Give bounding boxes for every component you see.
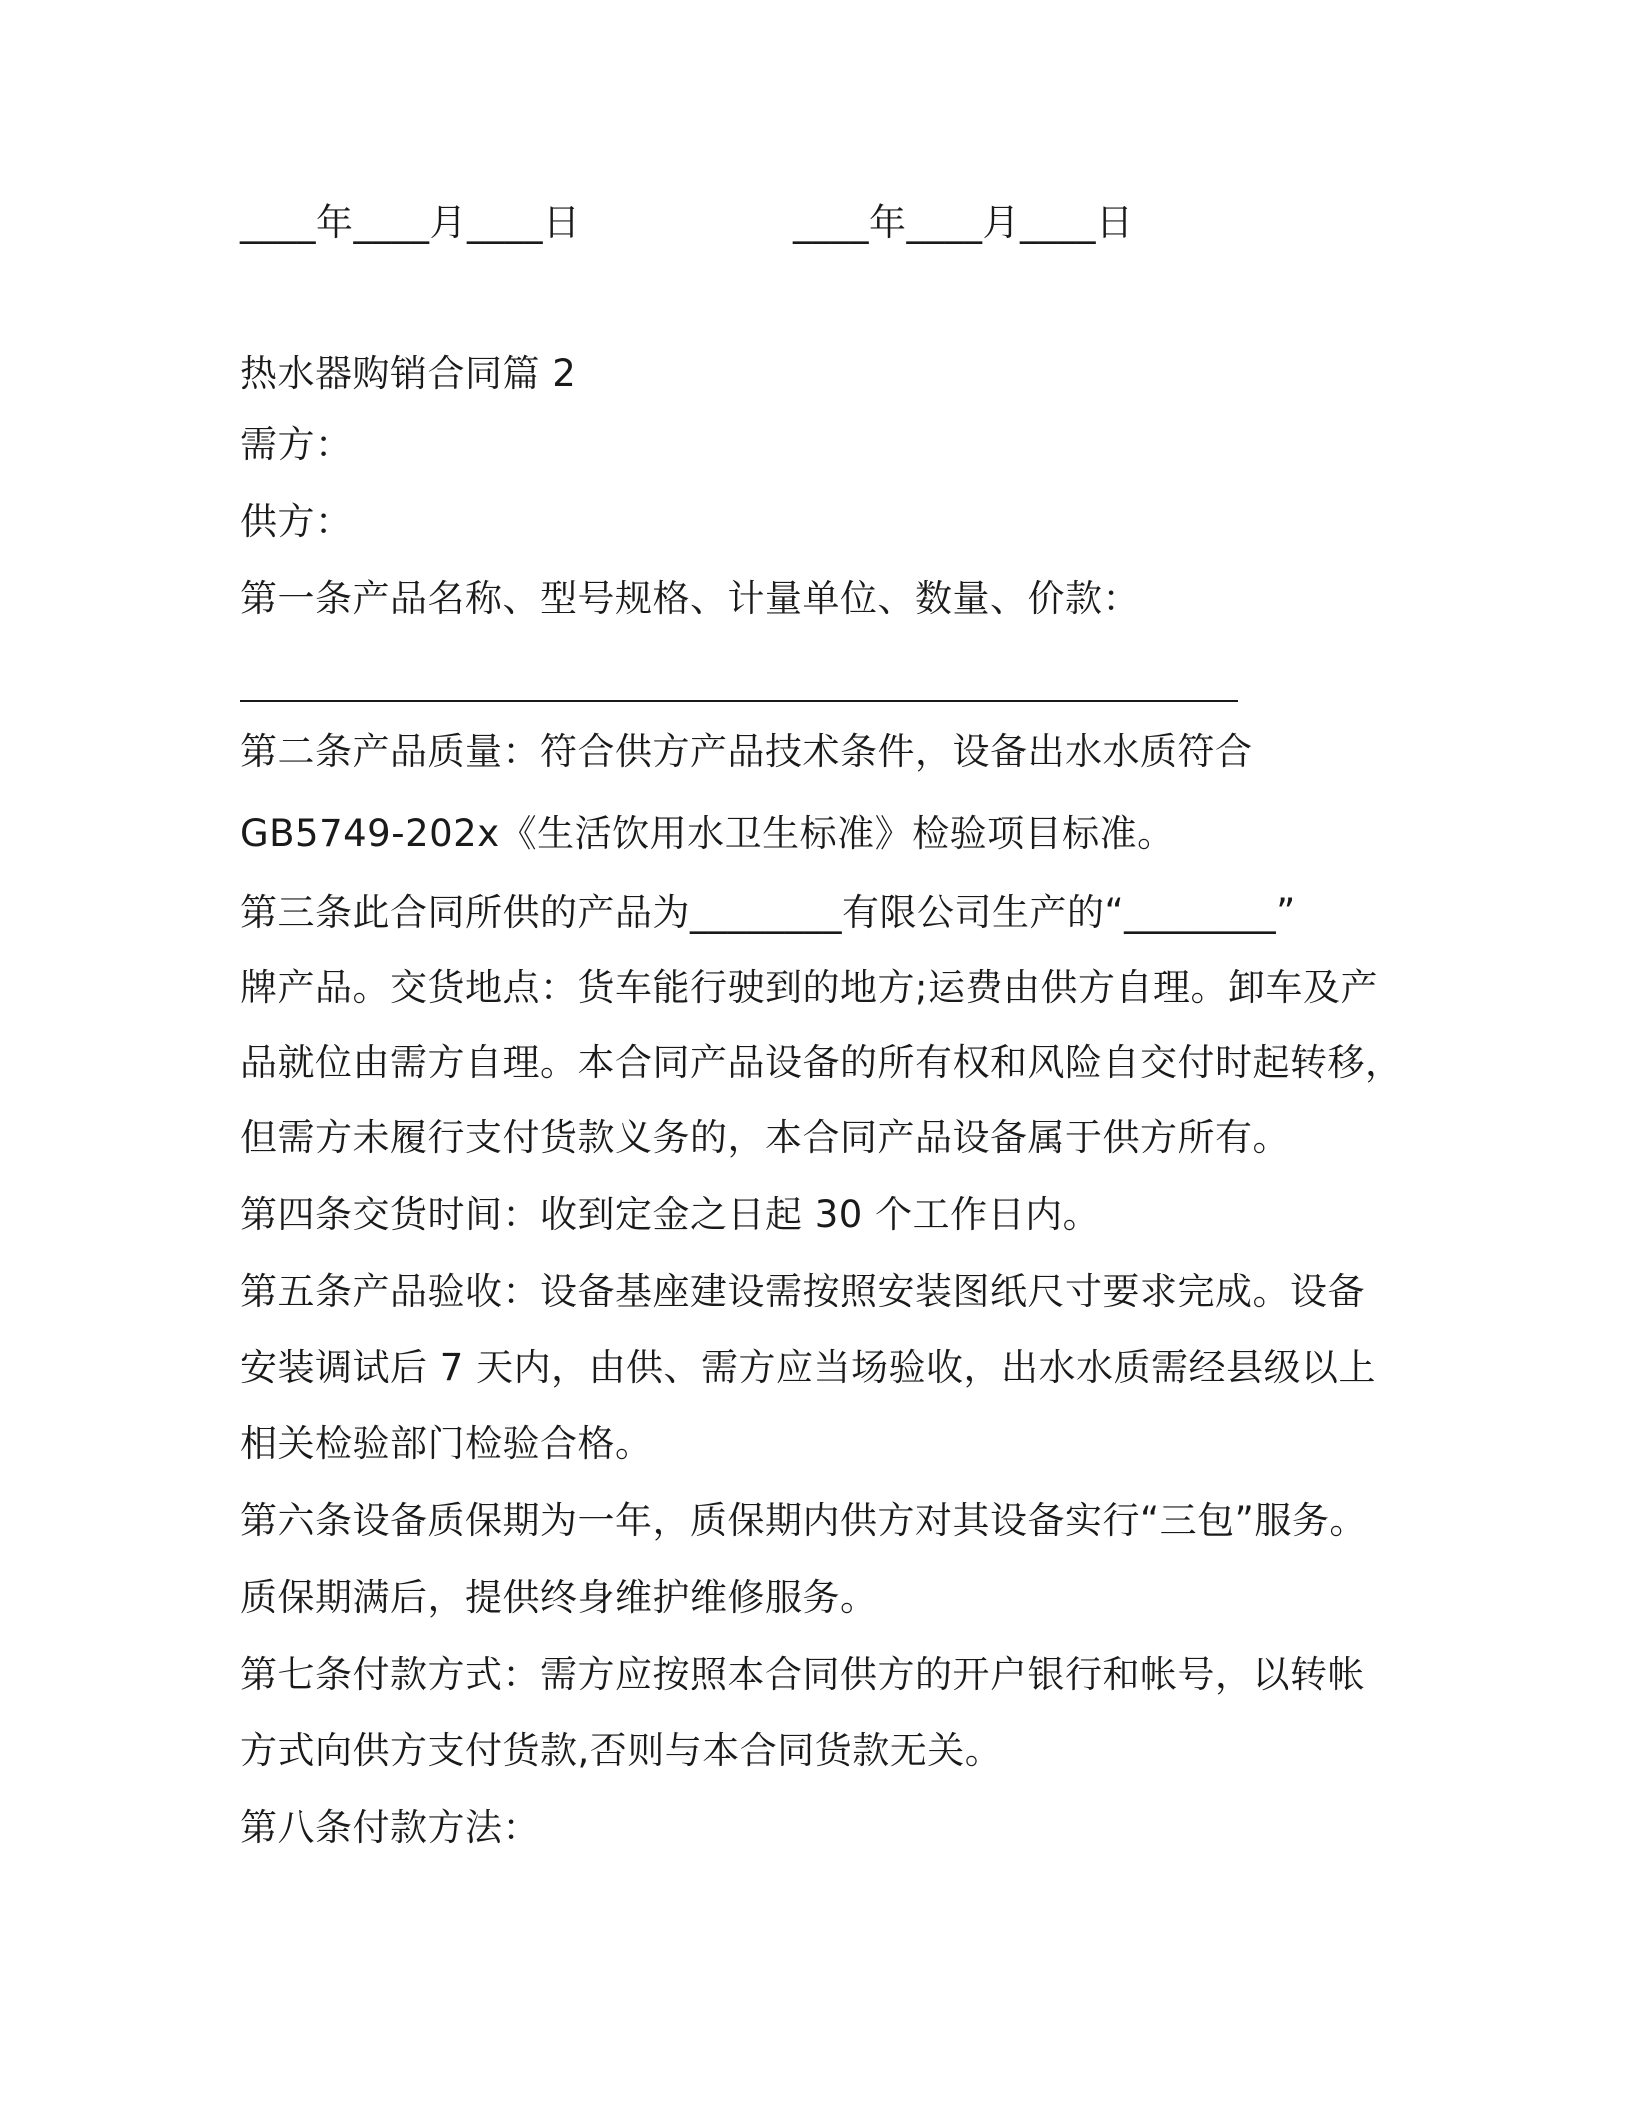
article-3-line-1: 第三条此合同所供的产品为________有限公司生产的“________” [240,891,1296,934]
article-5-line-2: 安装调试后 7 天内，由供、需方应当场验收，出水水质需经县级以上 [240,1346,1377,1389]
article-8: 第八条付款方法： [240,1806,540,1849]
supplier-label: 供方： [240,500,353,543]
article-6-line-1: 第六条设备质保期为一年，质保期内供方对其设备实行“三包”服务。 [240,1499,1367,1542]
article-3-line-3: 品就位由需方自理。本合同产品设备的所有权和风险自交付时起转移， [240,1041,1403,1084]
article-3-line-2: 牌产品。交货地点：货车能行驶到的地方;运费由供方自理。卸车及产 [240,966,1378,1009]
article-7-line-2: 方式向供方支付货款,否则与本合同货款无关。 [240,1729,1003,1772]
contract-heading: 热水器购销合同篇 2 [240,352,577,395]
buyer-label: 需方： [240,423,353,466]
article-3-line-4: 但需方未履行支付货款义务的，本合同产品设备属于供方所有。 [240,1116,1290,1159]
date-left: ____年____月____日 [240,201,581,244]
article-4: 第四条交货时间：收到定金之日起 30 个工作日内。 [240,1193,1101,1236]
article-5-line-1: 第五条产品验收：设备基座建设需按照安装图纸尺寸要求完成。设备 [240,1270,1365,1313]
article-5-line-3: 相关检验部门检验合格。 [240,1422,653,1465]
blank-fill-line [240,700,1238,702]
date-right: ____年____月____日 [793,201,1134,244]
article-2-line-2: GB5749-202x《生活饮用水卫生标准》检验项目标准。 [240,812,1175,855]
article-7-line-1: 第七条付款方式：需方应按照本合同供方的开户银行和帐号，以转帐 [240,1653,1365,1696]
article-6-line-2: 质保期满后，提供终身维护维修服务。 [240,1576,878,1619]
article-2-line-1: 第二条产品质量：符合供方产品技术条件，设备出水水质符合 [240,730,1253,773]
article-1: 第一条产品名称、型号规格、计量单位、数量、价款： [240,577,1140,620]
